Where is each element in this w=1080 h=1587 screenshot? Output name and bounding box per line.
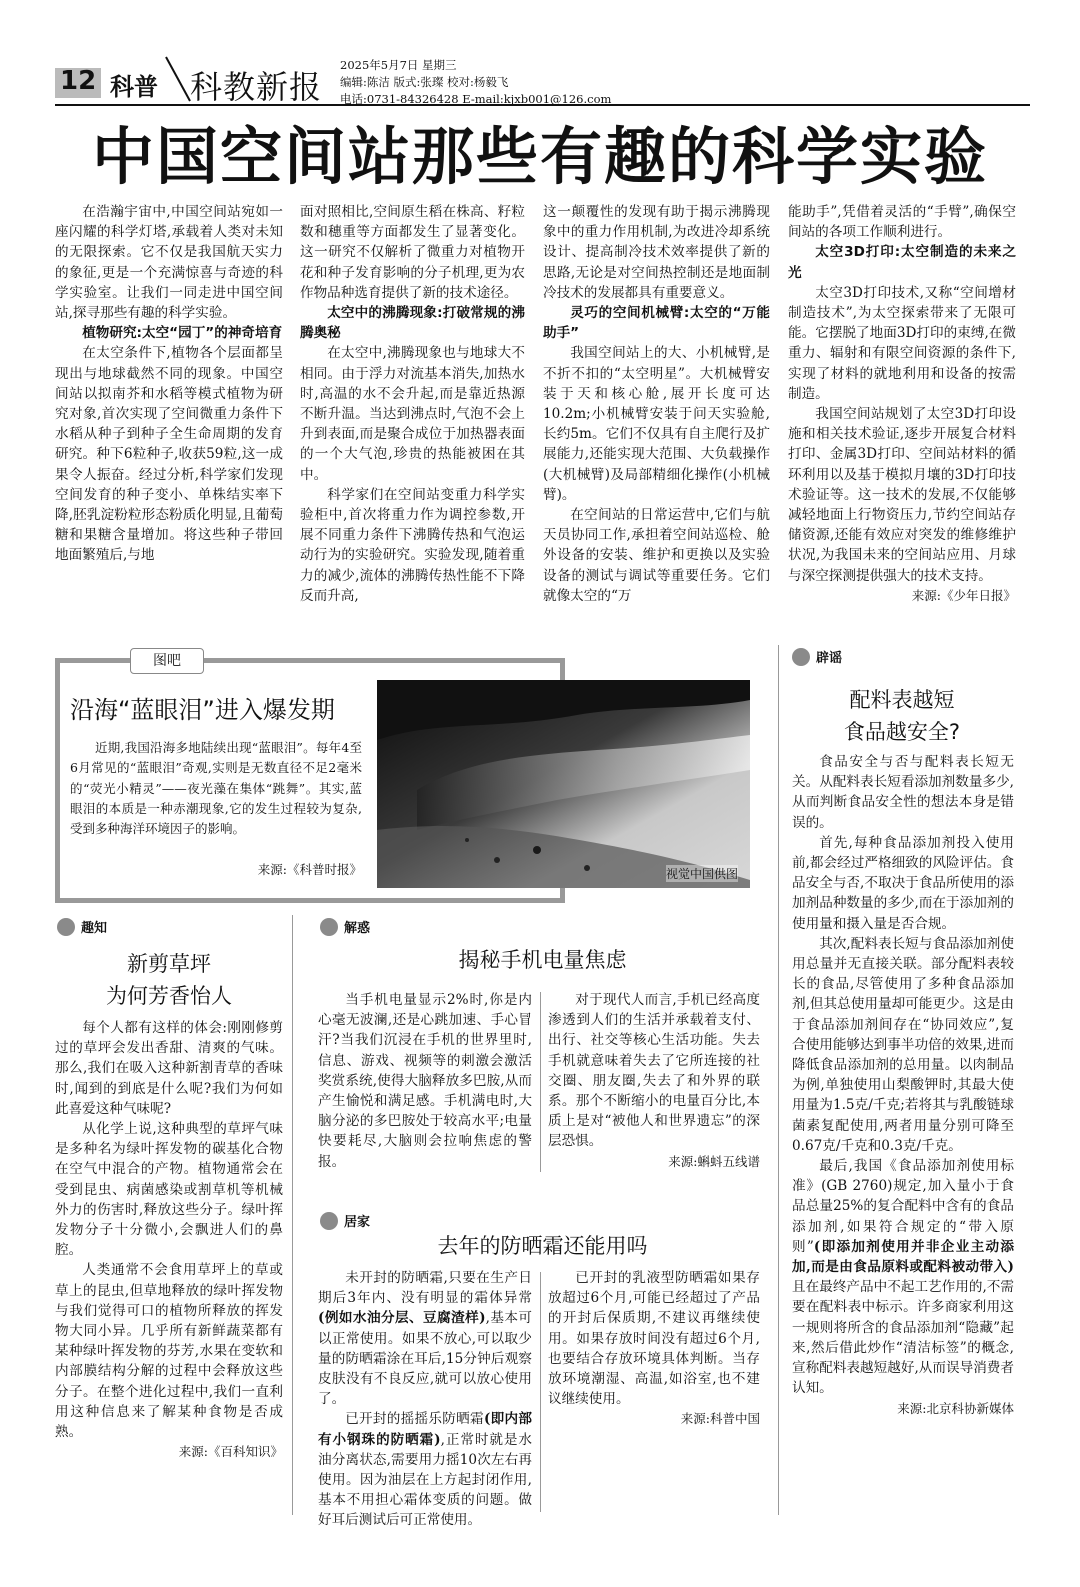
main-article-column-4 [788, 202, 1016, 606]
paragraph: 对于现代人而言,手机已经高度渗透到人们的生活并承载着支付、出行、社交等核心生活功能。失去手机就意味着失去了它所连接的社交圈、朋友圈,失去了和外界的联系。那个不断缩小的电量百分比,本质上是对“被他人和世界遗忘”的深层恐惧。 [548, 992, 760, 1150]
subheading: 灵巧的空间机械臂:太空的“万能助手” [543, 305, 770, 342]
text-run-note: (即内部有小钢珠的防晒霜) [318, 1411, 532, 1448]
column-divider [540, 992, 541, 1172]
text-run-note: (例如水油分层、豆腐渣样) [318, 1310, 486, 1327]
paragraph: 人类通常不会食用草坪上的草或草上的昆虫,但草地释放的绿叶挥发物与我们觉得可口的植物所释放的挥发物大同小异。几乎所有新鲜蔬菜都有某种绿叶挥发物的芬芳,水果在变软和内部膜结构分解的过程中会释放这些分子。在整个进化过程中,我们一直利用这种信息来了解某种食物是否成熟。 [55, 1262, 283, 1441]
tag-bullet-icon [57, 918, 75, 936]
tag-bullet-icon [792, 648, 810, 666]
home-headline: 去年的防晒霜还能用吗 [437, 1234, 648, 1258]
section-tag-fun [57, 918, 107, 938]
text-run: 且在最终产品中不起工艺作用的,不需要在配料表中标示。许多商家利用这一规则将所含的食品添加剂“隐藏”起来,然后借此炒作“清洁标签”的概念,宣称配料表越短越好,从而误导消费者认知。 [792, 1279, 1014, 1397]
paragraph: 其次,配料表长短与食品添加剂使用总量并无直接关联。部分配料表较长的食品,尽管使用了多种食品添加剂,但其总使用量却可能更少。这是由于食品添加剂间存在“协同效应”,复合使用能够达到事半功倍的效果,进而降低食品添加剂的总用量。以肉制品为例,单独使用山梨酸钾时,其最大使用量为1.5克/千克;若将其与乳酸链球菌素复配使用,两者用量分别可降至0.67克/千克和0.3克/千克。 [792, 935, 1014, 1154]
paragraph: 我国空间站上的大、小机械臂,是不折不扣的“太空明星”。大机械臂安装于天和核心舱,展开长度可达10.2m;小机械臂安装于问天实验舱,长约5m。它们不仅具有自主爬行及扩展能力,还能实现大范围、大负载操作(大机械臂)及局部精细化操作(小机械臂)。 [543, 345, 770, 503]
editor-credits: 编辑:陈洁 版式:张璨 校对:杨毅飞 [340, 75, 509, 89]
puzzle-headline: 揭秘手机电量焦虑 [458, 948, 627, 972]
photo-credit: 视觉中国供图 [665, 867, 738, 881]
main-article-column-3 [543, 202, 770, 606]
issue-date: 2025年5月7日 星期三 [340, 58, 457, 72]
paragraph [792, 1156, 1014, 1398]
subheading: 植物研究:太空“园丁”的神奇培育 [82, 325, 283, 342]
text-run: 最后,我国《食品添加剂使用标准》(GB 2760)规定,加入量小于食品总量25%的复合配料中含有的食品添加剂,如果符合规定的“带入原则” [792, 1158, 1014, 1255]
fun-body [55, 1018, 283, 1462]
paragraph [318, 1409, 532, 1530]
header-rule [55, 104, 1030, 106]
shoreline-photo-image [377, 680, 750, 888]
tag-bullet-icon [320, 918, 338, 936]
paragraph: 在太空中,沸腾现象也与地球大不相同。由于浮力对流基本消失,加热水时,高温的水不会升起,而是靠近热源不断升温。当达到沸点时,气泡不会上升到表面,而是聚合成位于加热器表面的一个大气泡,珍贵的热能被困在其中。 [300, 345, 525, 483]
text-run: ,正常时就是水油分离状态,需要用力摇10次左右再使用。因为油层在上方起封闭作用,基本不用担心霜体变质的问题。做好耳后测试后可正常使用。 [318, 1431, 532, 1529]
puzzle-column-2 [548, 990, 760, 1172]
fun-headline [55, 948, 283, 1012]
source-credit: 来源:《百科知识》 [178, 1444, 283, 1460]
section-name: 科普 [110, 73, 158, 101]
headline-line: 为何芳香怡人 [106, 984, 232, 1008]
headline-line: 配料表越短 [849, 688, 955, 712]
paper-name: 科教新报 [190, 68, 323, 106]
puzzle-column-1 [318, 990, 532, 1172]
paragraph: 能助手”,凭借着灵活的“手臂”,确保空间站的各项工作顺利进行。 [788, 204, 1016, 241]
text-run: ,基本可以正常使用。如果不放心,可以取少量的防晒霜涂在耳后,15分钟后观察皮肤没有不良反应,就可以放心使用了。 [318, 1310, 532, 1408]
paragraph: 我国空间站规划了太空3D打印设施和相关技术验证,逐步开展复合材料打印、金属3D打印、空间站材料的循环利用以及基于模拟月壤的3D打印技术验证等。这一技术的发展,不仅能够减轻地面上行物资压力,节约空间站存储资源,还能有效应对突发的维修维护状况,为我国未来的空间站应用、月球与深空探测提供强大的技术支持。 [788, 406, 1016, 584]
source-credit: 来源:北京科协新媒体 [897, 1400, 1014, 1416]
paragraph: 面对照相比,空间原生稻在株高、籽粒数和穗重等方面都发生了显著变化。这一研究不仅解析了微重力对植物开花和种子发育影响的分子机理,更为农作物品种选育提供了新的技术途径。 [300, 204, 525, 301]
home-column-1 [318, 1268, 532, 1531]
rumor-body [792, 752, 1014, 1419]
column-divider [540, 1272, 541, 1512]
paragraph: 太空3D打印技术,又称“空间增材制造技术”,为太空探索带来了无限可能。它摆脱了地面3D打印的束缚,在微重力、辐射和有限空间资源的条件下,实现了材料的就地利用和设备的按需制造。 [788, 284, 1016, 402]
paragraph: 在浩瀚宇宙中,中国空间站宛如一座闪耀的科学灯塔,承载着人类对未知的无限探索。它不仅是我国航天实力的象征,更是一个充满惊喜与奇迹的科学实验室。让我们一同走进中国空间站,探寻那些有趣的科学实验。 [55, 204, 283, 322]
paragraph: 当手机电量显示2%时,你是内心毫无波澜,还是心跳加速、手心冒汗?当我们沉浸在手机的世界里时,信息、游戏、视频等的刺激会激活奖赏系统,使得大脑释放多巴胺,从而产生愉悦和满足感。手机满电时,大脑分泌的多巴胺处于较高水平;电量快要耗尽,大脑则会拉响焦虑的警报。 [318, 992, 532, 1170]
tag-label: 居家 [344, 1215, 371, 1230]
paragraph [318, 1268, 532, 1409]
paragraph: 食品安全与否与配料表长短无关。从配料表长短看添加剂数量多少,从而判断食品安全性的想法本身是错误的。 [792, 754, 1014, 831]
tag-label: 趣知 [81, 921, 108, 936]
page-number: 12 [60, 66, 97, 96]
source-credit: 来源:科普中国 [680, 1411, 760, 1427]
tag-bullet-icon [320, 1212, 338, 1230]
paragraph: 已开封的乳液型防晒霜如果存放超过6个月,可能已经超过了产品的开封后保质期,不建议再继续使用。如果存放时间没有超过6个月,也要结合存放环境具体判断。当存放环境潮湿、高温,如浴室,也不建议继续使用。 [548, 1270, 760, 1408]
main-article-column-1 [55, 202, 283, 566]
paragraph: 科学家们在空间站变重力科学实验柜中,首次将重力作为调控参数,开展不同重力条件下沸腾传热和气泡运动行为的实验研究。实验发现,随着重力的减少,流体的沸腾传热性能不下降反而升高, [300, 486, 525, 604]
source-credit: 来源:蝌蚪五线谱 [668, 1153, 760, 1169]
paragraph: 在太空条件下,植物各个层面都呈现出与地球截然不同的现象。中国空间站以拟南芥和水稻等模式植物为研究对象,首次实现了空间微重力条件下水稻从种子到种子全生命周期的发育研究。种下6粒种子,收获59粒,这一成果令人振奋。经过分析,科学家们发现空间发育的种子变小、单株结实率下降,胚乳淀粉粒形态粉质化明显,且葡萄糖和果糖含量增加。将这些种子带回地面繁殖后,与地 [55, 345, 283, 564]
blue-tears-photo [377, 680, 750, 888]
source-credit: 来源:《科普时报》 [257, 862, 362, 877]
section-tag-home [320, 1212, 370, 1232]
main-headline: 中国空间站那些有趣的科学实验 [91, 120, 988, 193]
section-tag-rumor [792, 648, 842, 668]
tag-label: 解惑 [344, 921, 371, 936]
subheading: 太空3D打印:太空制造的未来之光 [788, 244, 1016, 281]
paragraph: 每个人都有这样的体会:刚刚修剪过的草坪会发出香甜、清爽的气味。那么,我们在吸入这种新割青草的香味时,闻到的到底是什么呢?我们为何如此喜爱这种气味呢? [55, 1020, 283, 1117]
paragraph: 从化学上说,这种典型的草坪气味是多种名为绿叶挥发物的碳基化合物在空气中混合的产物。植物通常会在受到昆虫、病菌感染或割草机等机械外力的伤害时,释放这些分子。绿叶挥发物分子十分微小,会飘进人们的鼻腔。 [55, 1121, 283, 1259]
home-column-2 [548, 1268, 760, 1430]
text-run: 未开封的防晒霜,只要在生产日期后3年内、没有明显的霜体异常 [318, 1270, 532, 1307]
main-article-column-2 [300, 202, 525, 606]
section-divider [292, 915, 293, 1515]
subheading: 太空中的沸腾现象:打破常规的沸腾奥秘 [300, 305, 525, 342]
text-run-note: (即添加剂使用并非企业主动添加,而是由食品原料或配料被动带入) [792, 1238, 1014, 1276]
tag-label: 辟谣 [816, 651, 843, 666]
paragraph: 首先,每种食品添加剂投入使用前,都会经过严格细致的风险评估。食品安全与否,不取决于食品所使用的添加剂品种数量的多少,而在于添加剂的使用量和摄入量是否合规。 [792, 834, 1014, 932]
source-credit: 来源:《少年日报》 [911, 587, 1016, 603]
text-run: 已开封的摇摇乐防晒霜 [345, 1411, 484, 1428]
paragraph: 近期,我国沿海多地陆续出现“蓝眼泪”。每年4至6月常见的“蓝眼泪”奇观,实则是无数直径不足2毫米的“荧光小精灵”——夜光藻在集体“跳舞”。其实,蓝眼泪的本质是一种赤潮现象,它的发生过程较为复杂,受到多种海洋环境因子的影响。 [70, 740, 362, 837]
photo-box-title: 沿海“蓝眼泪”进入爆发期 [70, 696, 335, 724]
headline-line: 新剪草坪 [127, 952, 211, 976]
headline-line: 食品越安全? [843, 720, 961, 744]
rumor-headline [788, 684, 1016, 748]
paragraph: 这一颠覆性的发现有助于揭示沸腾现象中的重力作用机制,为改进冷却系统设计、提高制冷技术效率提供了新的思路,无论是对空间热控制还是地面制冷技术的发展都具有重要意义。 [543, 204, 770, 301]
section-tag-puzzle [320, 918, 370, 938]
contact-info: 电话:0731-84326428 E-mail:kjxb001@126.com [340, 92, 612, 106]
section-divider [778, 645, 779, 1515]
photo-box-label: 图吧 [130, 648, 204, 674]
paragraph: 在空间站的日常运营中,它们与航天员协同工作,承担着空间站巡检、舱外设备的安装、维护和更换以及实验设备的测试与调试等重要任务。它们就像太空的“万 [543, 507, 770, 604]
photo-box-body [70, 738, 362, 839]
